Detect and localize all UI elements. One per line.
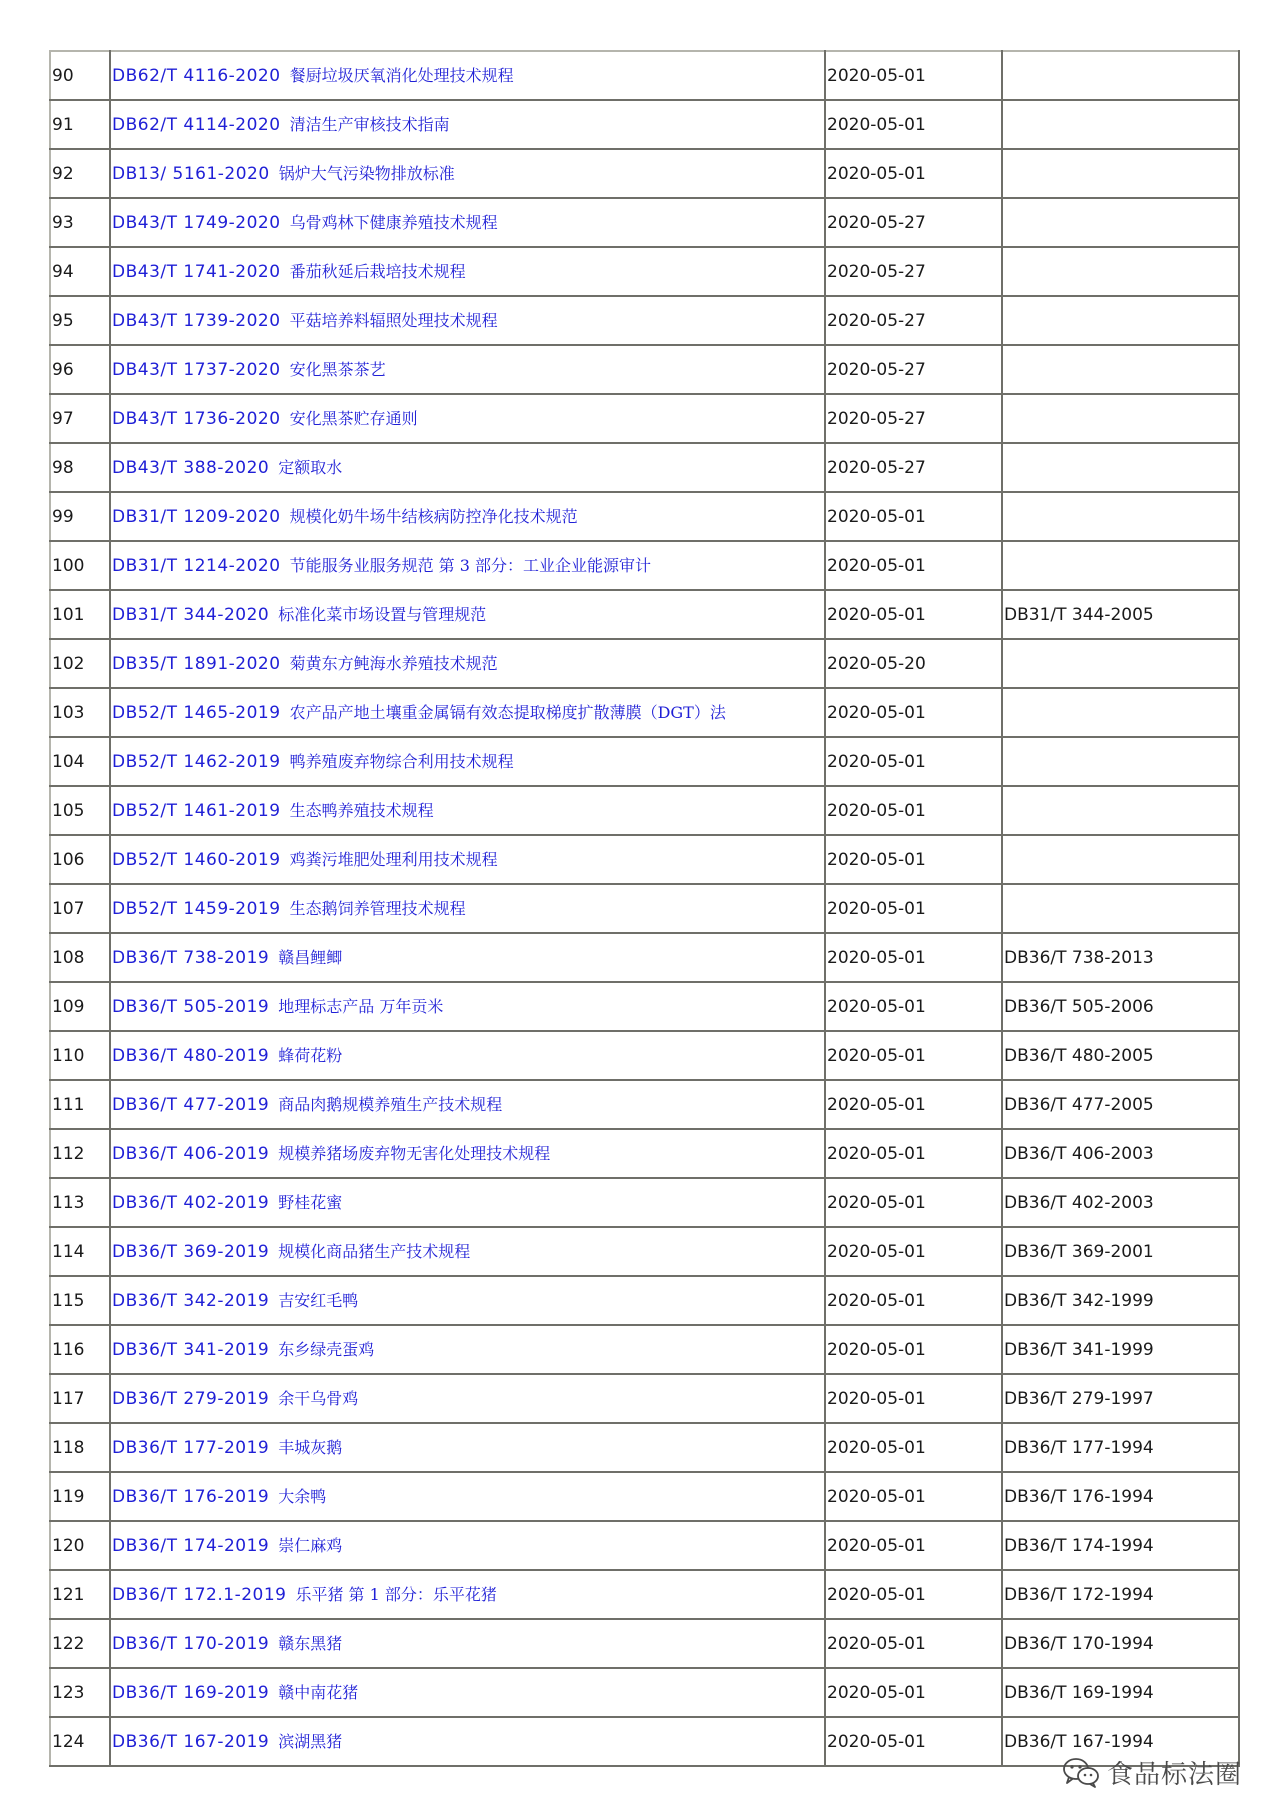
replaced-standard: DB36/T 167-1994 bbox=[1002, 1717, 1239, 1766]
effective-date: 2020-05-01 bbox=[825, 884, 1002, 933]
standard-link[interactable] bbox=[110, 1570, 825, 1619]
standard-title[interactable]: 清洁生产审核技术指南 bbox=[289, 114, 450, 134]
table-row bbox=[50, 1668, 1239, 1717]
table-row bbox=[50, 1472, 1239, 1521]
standard-title[interactable]: 规模化奶牛场牛结核病防控净化技术规范 bbox=[289, 506, 578, 526]
standard-link[interactable] bbox=[110, 933, 825, 982]
table-row bbox=[50, 100, 1239, 149]
standard-link[interactable] bbox=[110, 443, 825, 492]
table-row bbox=[50, 1080, 1239, 1129]
row-number: 96 bbox=[50, 345, 110, 394]
standard-title[interactable]: 定额取水 bbox=[278, 457, 343, 477]
standard-title[interactable]: 赣东黑猪 bbox=[278, 1633, 343, 1653]
effective-date: 2020-05-01 bbox=[825, 1668, 1002, 1717]
effective-date: 2020-05-20 bbox=[825, 639, 1002, 688]
standard-code[interactable]: DB36/T 341-2019 bbox=[112, 1339, 270, 1360]
row-number: 97 bbox=[50, 394, 110, 443]
table-row bbox=[50, 541, 1239, 590]
standard-link[interactable] bbox=[110, 1619, 825, 1668]
effective-date: 2020-05-01 bbox=[825, 1472, 1002, 1521]
table-row bbox=[50, 737, 1239, 786]
effective-date: 2020-05-01 bbox=[825, 982, 1002, 1031]
row-number: 122 bbox=[50, 1619, 110, 1668]
table-row bbox=[50, 639, 1239, 688]
table-row bbox=[50, 884, 1239, 933]
standard-title[interactable]: 菊黄东方鲀海水养殖技术规范 bbox=[289, 653, 498, 673]
table-row bbox=[50, 1423, 1239, 1472]
standard-link[interactable] bbox=[110, 688, 825, 737]
row-number: 112 bbox=[50, 1129, 110, 1178]
standard-link[interactable] bbox=[110, 1472, 825, 1521]
replaced-standard bbox=[1002, 51, 1239, 100]
row-number: 118 bbox=[50, 1423, 110, 1472]
replaced-standard bbox=[1002, 786, 1239, 835]
effective-date: 2020-05-01 bbox=[825, 100, 1002, 149]
standard-link[interactable] bbox=[110, 345, 825, 394]
row-number: 110 bbox=[50, 1031, 110, 1080]
effective-date: 2020-05-01 bbox=[825, 737, 1002, 786]
standard-code[interactable]: DB36/T 342-2019 bbox=[112, 1290, 270, 1311]
standard-link[interactable] bbox=[110, 100, 825, 149]
row-number: 107 bbox=[50, 884, 110, 933]
wechat-icon bbox=[1061, 1756, 1101, 1788]
row-number: 91 bbox=[50, 100, 110, 149]
standard-link[interactable] bbox=[110, 149, 825, 198]
table-row bbox=[50, 786, 1239, 835]
standard-title[interactable]: 野桂花蜜 bbox=[278, 1192, 343, 1212]
table-row bbox=[50, 1619, 1239, 1668]
row-number: 99 bbox=[50, 492, 110, 541]
standard-title[interactable]: 节能服务业服务规范 第 3 部分：工业企业能源审计 bbox=[289, 555, 652, 575]
standard-title[interactable]: 番茄秋延后栽培技术规程 bbox=[289, 261, 466, 281]
table-row bbox=[50, 443, 1239, 492]
standard-title[interactable]: 安化黑茶贮存通则 bbox=[289, 408, 418, 428]
effective-date: 2020-05-01 bbox=[825, 1227, 1002, 1276]
standard-link[interactable] bbox=[110, 884, 825, 933]
replaced-standard bbox=[1002, 394, 1239, 443]
replaced-standard: DB36/T 170-1994 bbox=[1002, 1619, 1239, 1668]
standard-link[interactable] bbox=[110, 1521, 825, 1570]
standard-code[interactable]: DB62/T 4116-2020 bbox=[112, 65, 281, 86]
effective-date: 2020-05-01 bbox=[825, 1374, 1002, 1423]
effective-date: 2020-05-01 bbox=[825, 1423, 1002, 1472]
table-row bbox=[50, 296, 1239, 345]
standard-link[interactable] bbox=[110, 296, 825, 345]
row-number: 120 bbox=[50, 1521, 110, 1570]
table-row bbox=[50, 1325, 1239, 1374]
standards-table bbox=[49, 50, 1240, 1767]
standard-code[interactable]: DB36/T 172.1-2019 bbox=[112, 1584, 287, 1605]
table-row bbox=[50, 1521, 1239, 1570]
standards-table-body bbox=[50, 51, 1239, 1766]
standard-code[interactable]: DB43/T 388-2020 bbox=[112, 457, 270, 478]
replaced-standard: DB36/T 172-1994 bbox=[1002, 1570, 1239, 1619]
standard-title[interactable]: 餐厨垃圾厌氧消化处理技术规程 bbox=[289, 65, 514, 85]
standard-code[interactable]: DB43/T 1736-2020 bbox=[112, 408, 281, 429]
standard-title[interactable]: 余干乌骨鸡 bbox=[278, 1388, 359, 1408]
row-number: 100 bbox=[50, 541, 110, 590]
row-number: 94 bbox=[50, 247, 110, 296]
standard-link[interactable] bbox=[110, 639, 825, 688]
standard-code[interactable]: DB36/T 174-2019 bbox=[112, 1535, 270, 1556]
standard-link[interactable] bbox=[110, 492, 825, 541]
table-row bbox=[50, 835, 1239, 884]
standard-title[interactable]: 鸭养殖废弃物综合利用技术规程 bbox=[289, 751, 514, 771]
standard-link[interactable] bbox=[110, 198, 825, 247]
row-number: 104 bbox=[50, 737, 110, 786]
standard-code[interactable]: DB36/T 406-2019 bbox=[112, 1143, 270, 1164]
standard-code[interactable]: DB36/T 477-2019 bbox=[112, 1094, 270, 1115]
replaced-standard: DB36/T 169-1994 bbox=[1002, 1668, 1239, 1717]
replaced-standard: DB36/T 477-2005 bbox=[1002, 1080, 1239, 1129]
standard-link[interactable] bbox=[110, 1178, 825, 1227]
replaced-standard: DB36/T 177-1994 bbox=[1002, 1423, 1239, 1472]
standard-link[interactable] bbox=[110, 1423, 825, 1472]
table-row bbox=[50, 247, 1239, 296]
effective-date: 2020-05-01 bbox=[825, 1717, 1002, 1766]
table-row bbox=[50, 688, 1239, 737]
replaced-standard: DB36/T 402-2003 bbox=[1002, 1178, 1239, 1227]
replaced-standard bbox=[1002, 149, 1239, 198]
standard-link[interactable] bbox=[110, 1031, 825, 1080]
row-number: 103 bbox=[50, 688, 110, 737]
standard-link[interactable] bbox=[110, 835, 825, 884]
replaced-standard: DB36/T 176-1994 bbox=[1002, 1472, 1239, 1521]
table-row bbox=[50, 149, 1239, 198]
row-number: 115 bbox=[50, 1276, 110, 1325]
row-number: 121 bbox=[50, 1570, 110, 1619]
standard-code[interactable]: DB43/T 1737-2020 bbox=[112, 359, 281, 380]
standard-title[interactable]: 吉安红毛鸭 bbox=[278, 1290, 359, 1310]
replaced-standard bbox=[1002, 247, 1239, 296]
standard-title[interactable]: 平菇培养料辐照处理技术规程 bbox=[289, 310, 498, 330]
standard-title[interactable]: 农产品产地土壤重金属镉有效态提取梯度扩散薄膜（DGT）法 bbox=[289, 702, 726, 722]
standard-code[interactable]: DB36/T 170-2019 bbox=[112, 1633, 270, 1654]
standard-code[interactable]: DB36/T 177-2019 bbox=[112, 1437, 270, 1458]
standard-link[interactable] bbox=[110, 394, 825, 443]
standard-link[interactable] bbox=[110, 1276, 825, 1325]
watermark-text: 食品标法圈 bbox=[1106, 1759, 1242, 1790]
standard-link[interactable] bbox=[110, 541, 825, 590]
standard-title[interactable]: 大余鸭 bbox=[278, 1486, 327, 1506]
replaced-standard bbox=[1002, 884, 1239, 933]
effective-date: 2020-05-01 bbox=[825, 1129, 1002, 1178]
row-number: 119 bbox=[50, 1472, 110, 1521]
standard-code[interactable]: DB36/T 738-2019 bbox=[112, 947, 270, 968]
effective-date: 2020-05-01 bbox=[825, 1325, 1002, 1374]
effective-date: 2020-05-27 bbox=[825, 247, 1002, 296]
table-row bbox=[50, 1031, 1239, 1080]
table-row bbox=[50, 492, 1239, 541]
standard-link[interactable] bbox=[110, 982, 825, 1031]
effective-date: 2020-05-01 bbox=[825, 1619, 1002, 1668]
table-row bbox=[50, 1374, 1239, 1423]
standard-link[interactable] bbox=[110, 1668, 825, 1717]
replaced-standard bbox=[1002, 639, 1239, 688]
standard-code[interactable]: DB36/T 167-2019 bbox=[112, 1731, 270, 1752]
standard-title[interactable]: 规模化商品猪生产技术规程 bbox=[278, 1241, 471, 1261]
replaced-standard bbox=[1002, 541, 1239, 590]
standard-code[interactable]: DB31/T 1209-2020 bbox=[112, 506, 281, 527]
row-number: 116 bbox=[50, 1325, 110, 1374]
standard-title[interactable]: 丰城灰鹅 bbox=[278, 1437, 343, 1457]
standard-code[interactable]: DB43/T 1739-2020 bbox=[112, 310, 281, 331]
row-number: 124 bbox=[50, 1717, 110, 1766]
row-number: 117 bbox=[50, 1374, 110, 1423]
standard-link[interactable] bbox=[110, 1080, 825, 1129]
standard-link[interactable] bbox=[110, 1129, 825, 1178]
standard-code[interactable]: DB52/T 1461-2019 bbox=[112, 800, 281, 821]
row-number: 111 bbox=[50, 1080, 110, 1129]
replaced-standard bbox=[1002, 688, 1239, 737]
replaced-standard: DB36/T 369-2001 bbox=[1002, 1227, 1239, 1276]
row-number: 93 bbox=[50, 198, 110, 247]
replaced-standard: DB31/T 344-2005 bbox=[1002, 590, 1239, 639]
row-number: 101 bbox=[50, 590, 110, 639]
replaced-standard bbox=[1002, 443, 1239, 492]
standard-link[interactable] bbox=[110, 1325, 825, 1374]
row-number: 92 bbox=[50, 149, 110, 198]
table-row bbox=[50, 1227, 1239, 1276]
replaced-standard: DB36/T 406-2003 bbox=[1002, 1129, 1239, 1178]
effective-date: 2020-05-01 bbox=[825, 1178, 1002, 1227]
standard-title[interactable]: 安化黑茶茶艺 bbox=[289, 359, 386, 379]
standard-code[interactable]: DB35/T 1891-2020 bbox=[112, 653, 281, 674]
standard-title[interactable]: 锅炉大气污染物排放标准 bbox=[278, 163, 455, 183]
standard-title[interactable]: 滨湖黑猪 bbox=[278, 1731, 343, 1751]
standard-title[interactable]: 生态鸭养殖技术规程 bbox=[289, 800, 434, 820]
standard-title[interactable]: 赣昌鲤鲫 bbox=[278, 947, 343, 967]
standard-code[interactable]: DB36/T 176-2019 bbox=[112, 1486, 270, 1507]
standard-code[interactable]: DB52/T 1459-2019 bbox=[112, 898, 281, 919]
row-number: 105 bbox=[50, 786, 110, 835]
row-number: 95 bbox=[50, 296, 110, 345]
replaced-standard bbox=[1002, 492, 1239, 541]
replaced-standard: DB36/T 738-2013 bbox=[1002, 933, 1239, 982]
standard-title[interactable]: 地理标志产品 万年贡米 bbox=[278, 996, 444, 1016]
row-number: 98 bbox=[50, 443, 110, 492]
replaced-standard: DB36/T 505-2006 bbox=[1002, 982, 1239, 1031]
row-number: 113 bbox=[50, 1178, 110, 1227]
standard-title[interactable]: 乐平猪 第 1 部分：乐平花猪 bbox=[295, 1584, 497, 1604]
effective-date: 2020-05-01 bbox=[825, 1521, 1002, 1570]
standard-code[interactable]: DB52/T 1465-2019 bbox=[112, 702, 281, 723]
table-row bbox=[50, 982, 1239, 1031]
standard-code[interactable]: DB36/T 402-2019 bbox=[112, 1192, 270, 1213]
standard-code[interactable]: DB43/T 1741-2020 bbox=[112, 261, 281, 282]
effective-date: 2020-05-01 bbox=[825, 51, 1002, 100]
effective-date: 2020-05-01 bbox=[825, 835, 1002, 884]
replaced-standard: DB36/T 174-1994 bbox=[1002, 1521, 1239, 1570]
standard-code[interactable]: DB13/ 5161-2020 bbox=[112, 163, 270, 184]
replaced-standard bbox=[1002, 296, 1239, 345]
effective-date: 2020-05-27 bbox=[825, 443, 1002, 492]
standard-link[interactable] bbox=[110, 1374, 825, 1423]
standard-link[interactable] bbox=[110, 1717, 825, 1766]
standard-code[interactable]: DB52/T 1462-2019 bbox=[112, 751, 281, 772]
standard-code[interactable]: DB36/T 369-2019 bbox=[112, 1241, 270, 1262]
replaced-standard: DB36/T 342-1999 bbox=[1002, 1276, 1239, 1325]
table-row bbox=[50, 394, 1239, 443]
standard-title[interactable]: 规模养猪场废弃物无害化处理技术规程 bbox=[278, 1143, 551, 1163]
replaced-standard: DB36/T 279-1997 bbox=[1002, 1374, 1239, 1423]
standard-title[interactable]: 东乡绿壳蛋鸡 bbox=[278, 1339, 375, 1359]
effective-date: 2020-05-27 bbox=[825, 345, 1002, 394]
standard-link[interactable] bbox=[110, 51, 825, 100]
standard-code[interactable]: DB31/T 344-2020 bbox=[112, 604, 270, 625]
standard-code[interactable]: DB62/T 4114-2020 bbox=[112, 114, 281, 135]
table-row bbox=[50, 1276, 1239, 1325]
standard-code[interactable]: DB52/T 1460-2019 bbox=[112, 849, 281, 870]
standard-code[interactable]: DB36/T 169-2019 bbox=[112, 1682, 270, 1703]
effective-date: 2020-05-01 bbox=[825, 933, 1002, 982]
effective-date: 2020-05-01 bbox=[825, 149, 1002, 198]
standard-title[interactable]: 赣中南花猪 bbox=[278, 1682, 359, 1702]
standard-link[interactable] bbox=[110, 590, 825, 639]
effective-date: 2020-05-01 bbox=[825, 1276, 1002, 1325]
standard-title[interactable]: 标准化菜市场设置与管理规范 bbox=[278, 604, 487, 624]
standard-title[interactable]: 商品肉鹅规模养殖生产技术规程 bbox=[278, 1094, 503, 1114]
replaced-standard bbox=[1002, 835, 1239, 884]
standard-code[interactable]: DB36/T 279-2019 bbox=[112, 1388, 270, 1409]
row-number: 109 bbox=[50, 982, 110, 1031]
standard-title[interactable]: 鸡粪污堆肥处理利用技术规程 bbox=[289, 849, 498, 869]
table-row bbox=[50, 345, 1239, 394]
row-number: 102 bbox=[50, 639, 110, 688]
standard-code[interactable]: DB36/T 480-2019 bbox=[112, 1045, 270, 1066]
replaced-standard bbox=[1002, 737, 1239, 786]
replaced-standard bbox=[1002, 345, 1239, 394]
standard-code[interactable]: DB43/T 1749-2020 bbox=[112, 212, 281, 233]
effective-date: 2020-05-01 bbox=[825, 590, 1002, 639]
table-row bbox=[50, 1129, 1239, 1178]
standard-title[interactable]: 生态鹅饲养管理技术规程 bbox=[289, 898, 466, 918]
standard-link[interactable] bbox=[110, 737, 825, 786]
effective-date: 2020-05-27 bbox=[825, 394, 1002, 443]
standard-link[interactable] bbox=[110, 1227, 825, 1276]
effective-date: 2020-05-27 bbox=[825, 198, 1002, 247]
standard-code[interactable]: DB36/T 505-2019 bbox=[112, 996, 270, 1017]
effective-date: 2020-05-01 bbox=[825, 688, 1002, 737]
standard-title[interactable]: 崇仁麻鸡 bbox=[278, 1535, 343, 1555]
replaced-standard bbox=[1002, 100, 1239, 149]
replaced-standard: DB36/T 480-2005 bbox=[1002, 1031, 1239, 1080]
table-row bbox=[50, 590, 1239, 639]
table-row bbox=[50, 51, 1239, 100]
replaced-standard bbox=[1002, 198, 1239, 247]
row-number: 114 bbox=[50, 1227, 110, 1276]
effective-date: 2020-05-01 bbox=[825, 1080, 1002, 1129]
standard-link[interactable] bbox=[110, 786, 825, 835]
effective-date: 2020-05-01 bbox=[825, 1031, 1002, 1080]
standard-title[interactable]: 蜂荷花粉 bbox=[278, 1045, 343, 1065]
row-number: 90 bbox=[50, 51, 110, 100]
standard-title[interactable]: 乌骨鸡林下健康养殖技术规程 bbox=[289, 212, 498, 232]
row-number: 123 bbox=[50, 1668, 110, 1717]
table-row bbox=[50, 198, 1239, 247]
effective-date: 2020-05-01 bbox=[825, 786, 1002, 835]
effective-date: 2020-05-01 bbox=[825, 492, 1002, 541]
standard-link[interactable] bbox=[110, 247, 825, 296]
table-row bbox=[50, 933, 1239, 982]
watermark bbox=[1061, 1752, 1242, 1792]
replaced-standard: DB36/T 341-1999 bbox=[1002, 1325, 1239, 1374]
effective-date: 2020-05-01 bbox=[825, 541, 1002, 590]
table-row bbox=[50, 1570, 1239, 1619]
table-row bbox=[50, 1178, 1239, 1227]
standard-code[interactable]: DB31/T 1214-2020 bbox=[112, 555, 281, 576]
row-number: 106 bbox=[50, 835, 110, 884]
effective-date: 2020-05-01 bbox=[825, 1570, 1002, 1619]
row-number: 108 bbox=[50, 933, 110, 982]
effective-date: 2020-05-27 bbox=[825, 296, 1002, 345]
